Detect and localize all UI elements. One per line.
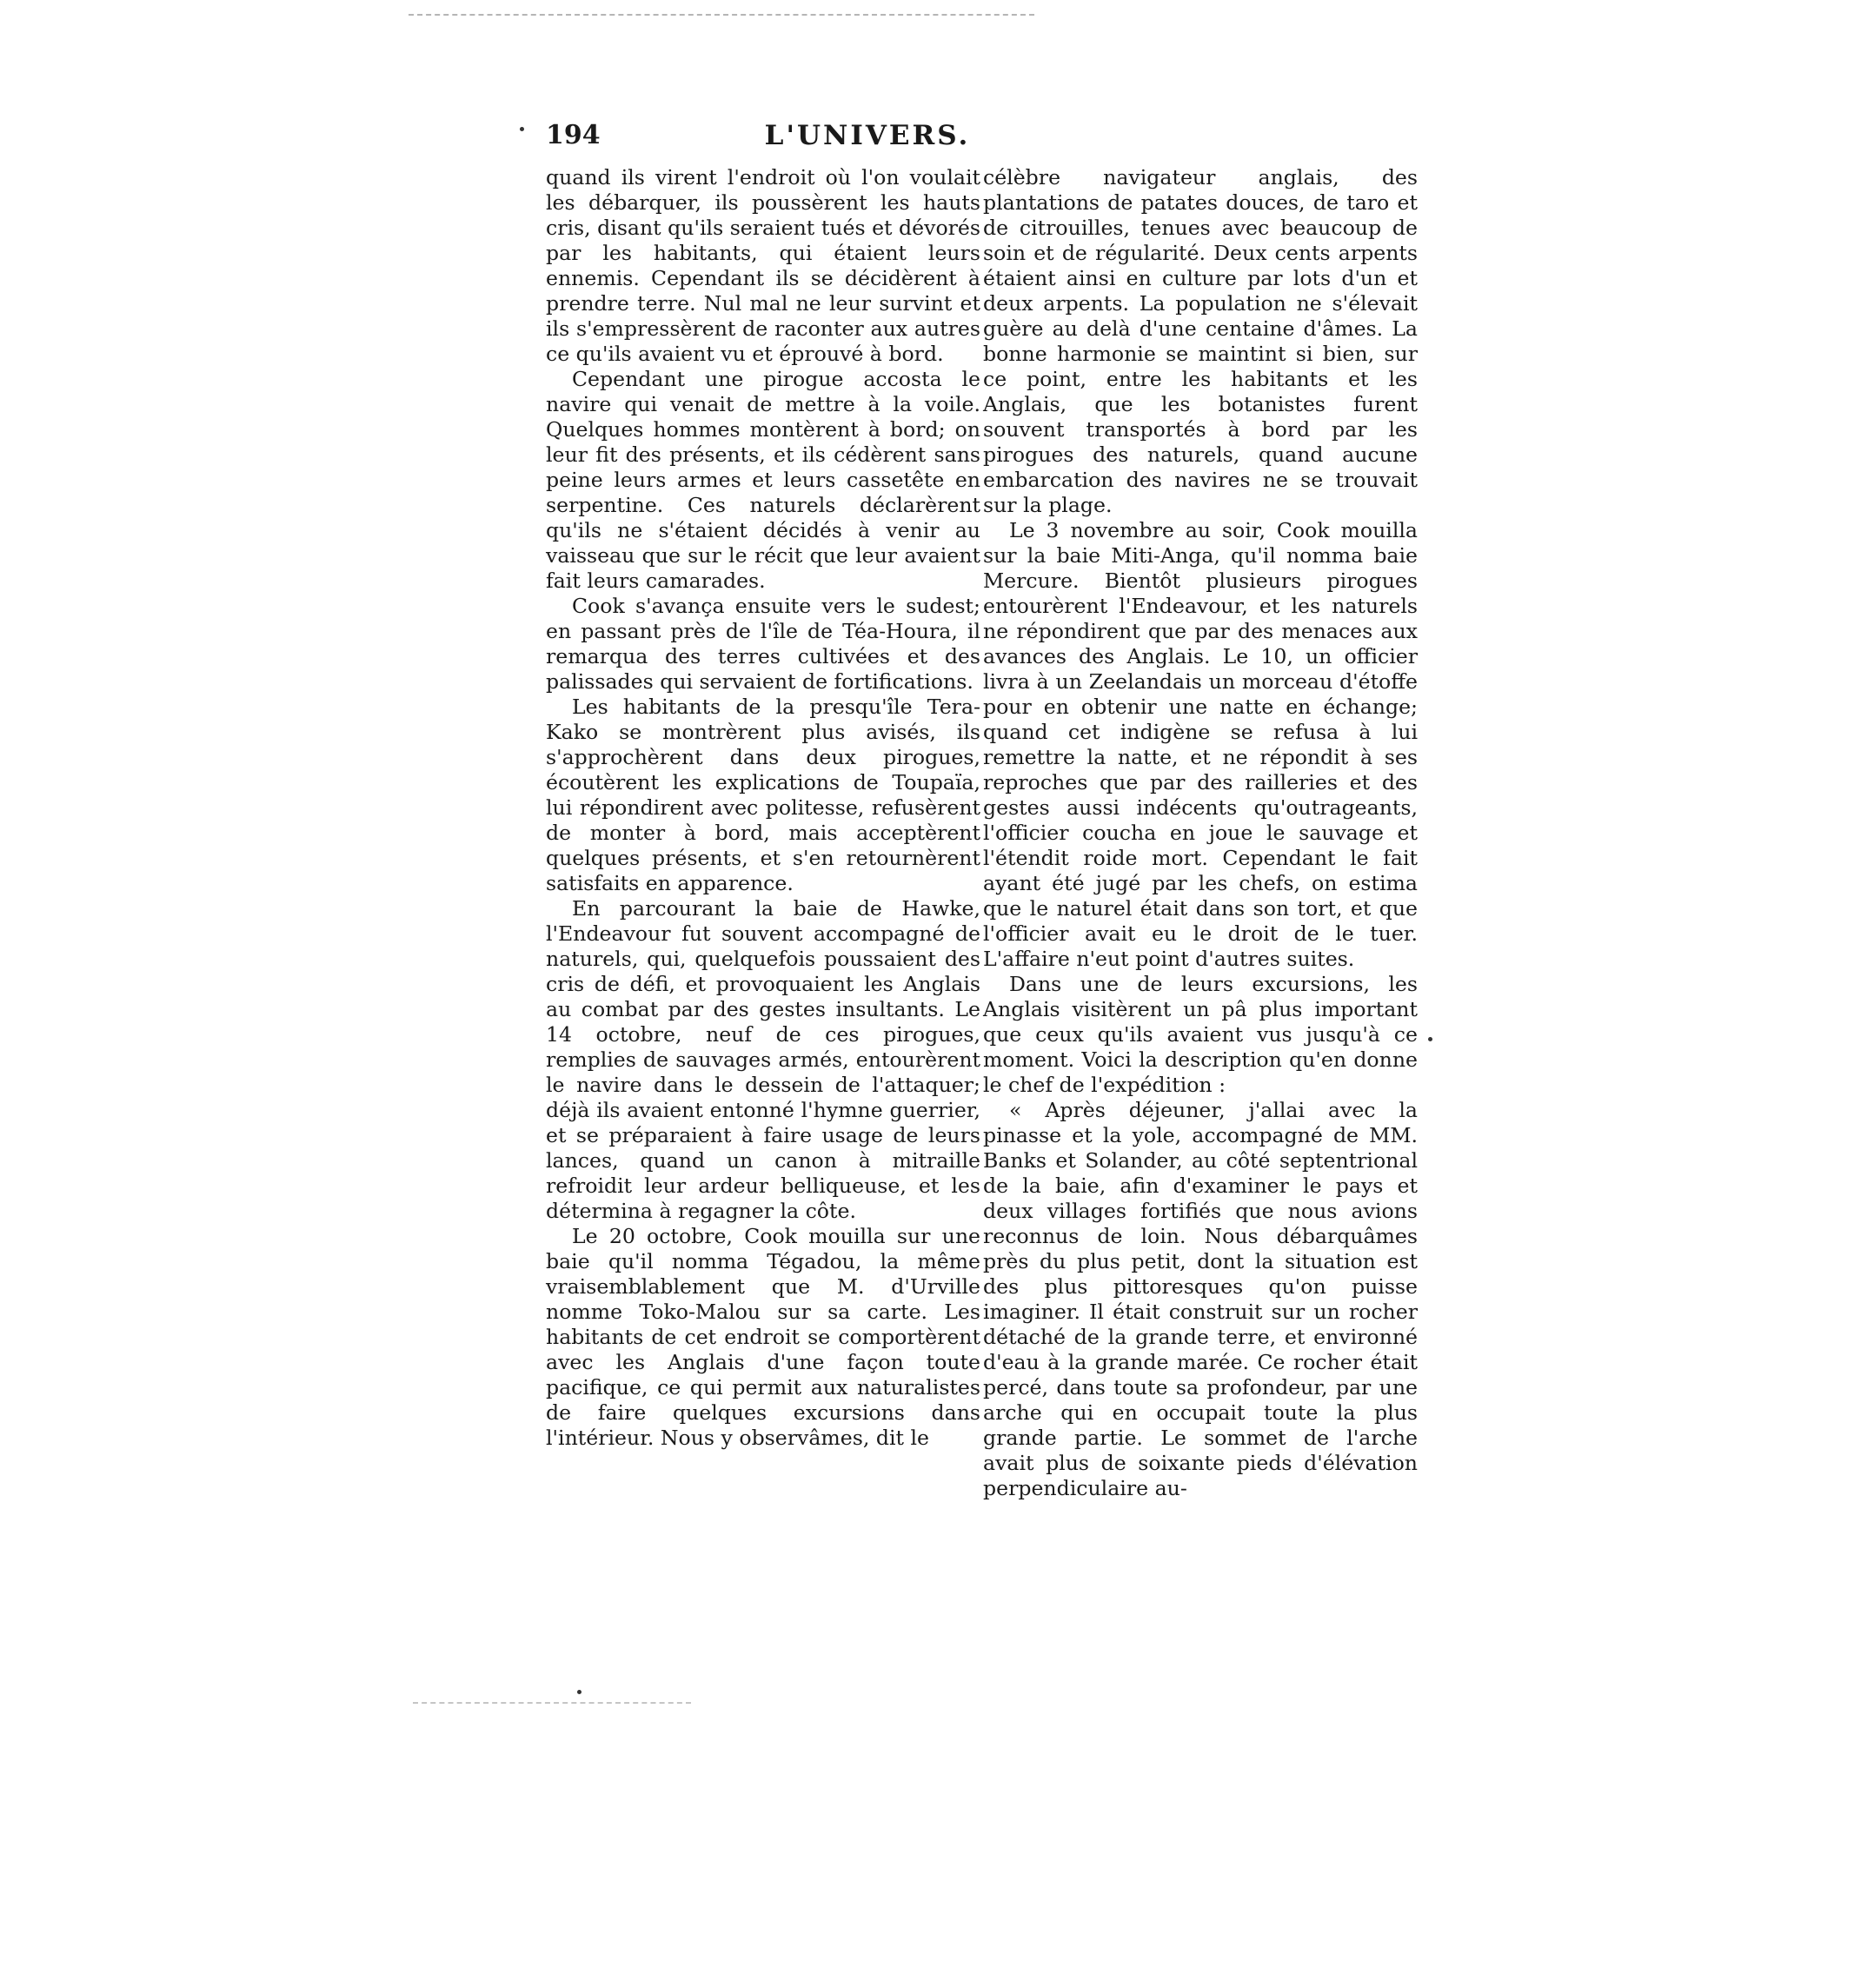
- paragraph: célèbre navigateur anglais, des plantations de patates douces, de taro et de citrouilles, tenues avec beaucoup de soin et de régularité. Deux cents arpents étaient ainsi en culture par lots d'un et deux arpents. La population ne s'élevait guère au delà d'une centaine d'âmes. La bonne harmonie se maintint si bien, sur ce point, entre les habitants et les Anglais, que les botanistes furent souvent transportés à bord par les pirogues des naturels, quand aucune embarcation des navires ne se trouvait sur la plage.: [983, 165, 1418, 517]
- scan-edge-top: [409, 14, 1034, 16]
- paragraph: quand ils virent l'endroit où l'on voulait les débarquer, ils poussèrent les hauts cris, disant qu'ils seraient tués et dévorés par les habitants, qui étaient leurs ennemis. Cependant ils se décidèrent à prendre terre. Nul mal ne leur survint et ils s'empressèrent de raconter aux autres ce qu'ils avaient vu et éprouvé à bord.: [546, 165, 980, 366]
- right-column: [983, 165, 1418, 1501]
- scan-speck: [520, 127, 524, 131]
- scan-edge-bottom: [413, 1702, 691, 1704]
- paragraph: « Après déjeuner, j'allai avec la pinasse et la yole, accompagné de MM. Banks et Solander, au côté septentrional de la baie, afin d'examiner le pays et deux villages fortifiés que nous avions reconnus de loin. Nous débarquâmes près du plus petit, dont la situation est des plus pittoresques qu'on puisse imaginer. Il était construit sur un rocher détaché de la grande terre, et environné d'eau à la grande marée. Ce rocher était percé, dans toute sa profondeur, par une arche qui en occupait toute la plus grande partie. Le sommet de l'arche avait plus de soixante pieds d'élévation perpendiculaire au-: [983, 1098, 1418, 1500]
- left-column: [546, 165, 980, 1451]
- paragraph: En parcourant la baie de Hawke, l'Endeavour fut souvent accompagné de naturels, qui, quelquefois poussaient des cris de défi, et provoquaient les Anglais au combat par des gestes insultants. Le 14 octobre, neuf de ces pirogues, remplies de sauvages armés, entourèrent le navire dans le dessein de l'attaquer; déjà ils avaient entonné l'hymne guerrier, et se préparaient à faire usage de leurs lances, quand un canon à mitraille refroidit leur ardeur belliqueuse, et les détermina à regagner la côte.: [546, 896, 980, 1223]
- scan-speck: [577, 1690, 581, 1694]
- paragraph: Les habitants de la presqu'île Tera-Kako se montrèrent plus avisés, ils s'approchèrent dans deux pirogues, écoutèrent les explications de Toupaïa, lui répondirent avec politesse, refusèrent de monter à bord, mais acceptèrent quelques présents, et s'en retournèrent satisfaits en apparence.: [546, 695, 980, 895]
- page-number: 194: [546, 120, 601, 150]
- paragraph: Cependant une pirogue accosta le navire qui venait de mettre à la voile. Quelques hommes montèrent à bord; on leur fit des présents, et ils cédèrent sans peine leurs armes et leurs cassetête en serpentine. Ces naturels déclarèrent qu'ils ne s'étaient décidés à venir au vaisseau que sur le récit que leur avaient fait leurs camarades.: [546, 367, 980, 593]
- paragraph: Dans une de leurs excursions, les Anglais visitèrent un pâ plus important que ceux qu'ils avaient vus jusqu'à ce moment. Voici la description qu'en donne le chef de l'expédition :: [983, 972, 1418, 1097]
- paragraph: Cook s'avança ensuite vers le sudest; en passant près de l'île de Téa-Houra, il remarqua des terres cultivées et des palissades qui servaient de fortifications.: [546, 594, 980, 694]
- running-title: L'UNIVERS.: [764, 120, 971, 151]
- paragraph: Le 3 novembre au soir, Cook mouilla sur la baie Miti-Anga, qu'il nomma baie Mercure. Bientôt plusieurs pirogues entourèrent l'Endeavour, et les naturels ne répondirent que par des menaces aux avances des Anglais. Le 10, un officier livra à un Zeelandais un morceau d'étoffe pour en obtenir une natte en échange; quand cet indigène se refusa à lui remettre la natte, et ne répondit à ses reproches que par des railleries et des gestes aussi indécents qu'outrageants, l'officier coucha en joue le sauvage et l'étendit roide mort. Cependant le fait ayant été jugé par les chefs, on estima que le naturel était dans son tort, et que l'officier avait eu le droit de le tuer. L'affaire n'eut point d'autres suites.: [983, 518, 1418, 971]
- page-header: [546, 120, 1059, 155]
- scan-speck: [1428, 1037, 1432, 1041]
- paragraph: Le 20 octobre, Cook mouilla sur une baie qu'il nomma Tégadou, la même vraisemblablement que M. d'Urville nomme Toko-Malou sur sa carte. Les habitants de cet endroit se comportèrent avec les Anglais d'une façon toute pacifique, ce qui permit aux naturalistes de faire quelques excursions dans l'intérieur. Nous y observâmes, dit le: [546, 1224, 980, 1450]
